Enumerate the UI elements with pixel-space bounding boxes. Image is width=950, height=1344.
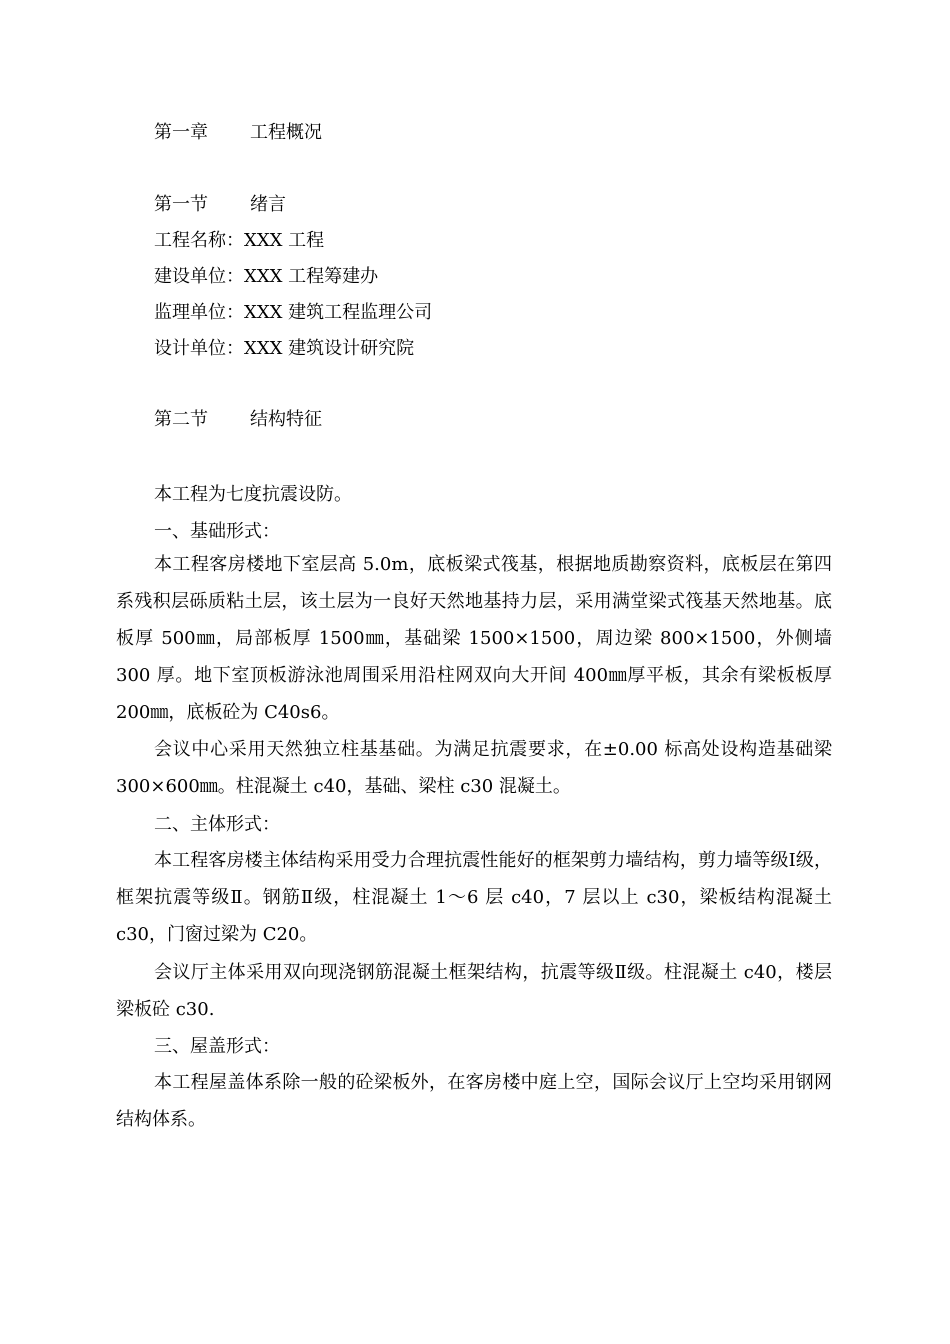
body-paragraph: 本工程屋盖体系除一般的砼梁板外，在客房楼中庭上空，国际会议厅上空均采用钢网结构体系。 — [116, 1072, 832, 1130]
subheading: 三、屋盖形式： — [154, 1036, 280, 1057]
section-title: 绪言 — [250, 194, 286, 215]
info-line: 建设单位：XXX 工程筹建办 — [154, 266, 379, 287]
section-heading-1 — [154, 193, 286, 217]
info-line: 设计单位：XXX 建筑设计研究院 — [154, 338, 415, 359]
chapter-title: 工程概况 — [250, 122, 322, 143]
body-paragraph: 本工程客房楼主体结构采用受力合理抗震性能好的框架剪力墙结构，剪力墙等级Ⅰ级，框架抗震等级Ⅱ。钢筋Ⅱ级，柱混凝土 1～6 层 c40，7 层以上 c30，梁板结构混凝土 c30，门窗过梁为 C20。 — [116, 850, 832, 945]
body-paragraph: 本工程客房楼地下室层高 5.0m，底板梁式筏基，根据地质勘察资料，底板层在第四系残积层砾质粘土层，该土层为一良好天然地基持力层，采用满堂梁式筏基天然地基。底板厚 500㎜，局部板厚 1500㎜，基础梁 1500×1500，周边梁 800×1500，外侧墙 300 厚。地下室顶板游泳池周围采用沿柱网双向大开间 400㎜厚平板，其余有梁板板厚 200㎜，底板砼为 C40s6。 — [116, 554, 832, 723]
info-line: 工程名称：XXX 工程 — [154, 230, 325, 251]
chapter-heading — [154, 121, 322, 145]
info-line: 监理单位：XXX 建筑工程监理公司 — [154, 302, 433, 323]
section-heading-2 — [154, 408, 322, 432]
body-paragraph: 会议中心采用天然独立柱基基础。为满足抗震要求，在±0.00 标高处设构造基础梁 300×600㎜。柱混凝土 c40，基础、梁柱 c30 混凝土。 — [116, 739, 832, 797]
subheading: 二、主体形式： — [154, 814, 280, 835]
chapter-number: 第一章 — [154, 122, 208, 143]
body-paragraph: 本工程为七度抗震设防。 — [154, 484, 352, 505]
section-number: 第一节 — [154, 194, 208, 215]
section-title: 结构特征 — [250, 409, 322, 430]
subheading: 一、基础形式： — [154, 521, 280, 542]
section-number: 第二节 — [154, 409, 208, 430]
body-paragraph: 会议厅主体采用双向现浇钢筋混凝土框架结构，抗震等级Ⅱ级。柱混凝土 c40，楼层梁板砼 c30. — [116, 962, 832, 1020]
